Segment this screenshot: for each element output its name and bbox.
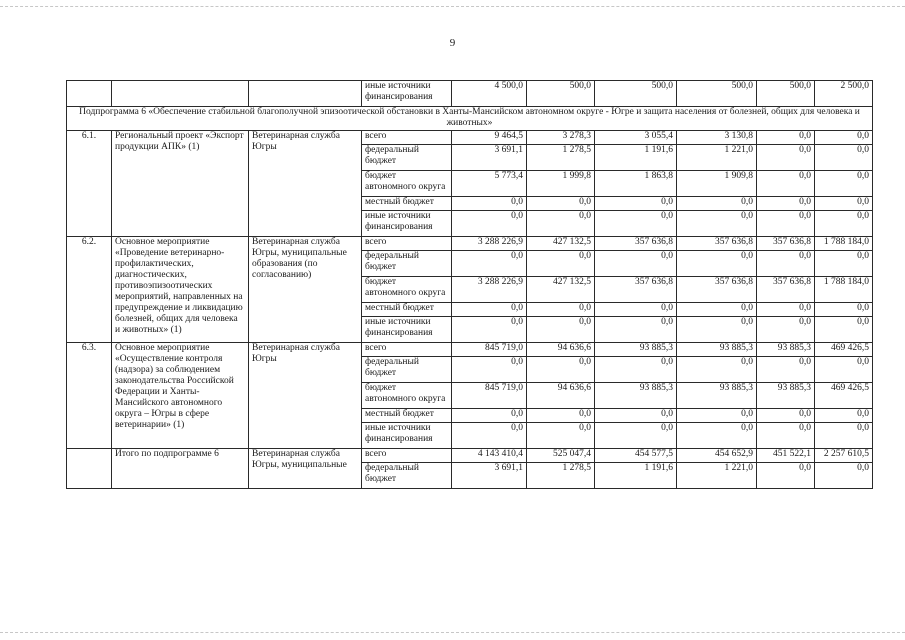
value-cell: 0,0 [757,357,815,383]
item-executor: Ветеринарная служба Югры, муниципальные образования (по согласованию) [249,237,362,343]
value-cell: 0,0 [815,357,873,383]
value-cell: 0,0 [595,409,677,423]
total-executor: Ветеринарная служба Югры, муниципальные [249,449,362,489]
value-cell: 1 863,8 [595,171,677,197]
value-cell: 93 885,3 [757,383,815,409]
value-cell: 0,0 [452,317,527,343]
value-cell: 454 652,9 [677,449,757,463]
value-cell: 0,0 [527,211,595,237]
value-cell: 2 257 610,5 [815,449,873,463]
value-cell: 1 221,0 [677,463,757,489]
value-cell: 427 132,5 [527,277,595,303]
value-cell: 0,0 [677,409,757,423]
source-cell: федеральный бюджет [362,463,452,489]
value-cell: 94 636,6 [527,383,595,409]
value-cell: 469 426,5 [815,383,873,409]
value-cell: 1 999,8 [527,171,595,197]
value-cell: 0,0 [815,145,873,171]
source-cell: иные источники финансирования [362,317,452,343]
value-cell: 0,0 [452,251,527,277]
item-executor: Ветеринарная служба Югры [249,131,362,237]
value-cell: 3 130,8 [677,131,757,145]
value-cell: 500,0 [595,81,677,107]
value-cell: 93 885,3 [757,343,815,357]
value-cell: 0,0 [757,131,815,145]
value-cell: 0,0 [527,409,595,423]
value-cell: 0,0 [757,145,815,171]
value-cell: 0,0 [815,131,873,145]
source-cell: федеральный бюджет [362,251,452,277]
value-cell: 93 885,3 [595,383,677,409]
item-number: 6.3. [67,343,112,449]
source-cell: бюджет автономного округа [362,277,452,303]
value-cell: 9 464,5 [452,131,527,145]
value-cell: 454 577,5 [595,449,677,463]
value-cell: 357 636,8 [595,237,677,251]
value-cell: 0,0 [677,423,757,449]
source-cell: бюджет автономного округа [362,171,452,197]
value-cell: 3 288 226,9 [452,277,527,303]
value-cell: 0,0 [527,317,595,343]
item-name: Основное мероприятие «Проведение ветеринарно-профилактических, диагностических, противоэпизоотических мероприятий, направленных на предупреждение и ликвидацию болезней, общих для человека и животных» (1) [112,237,249,343]
value-cell: 500,0 [527,81,595,107]
source-cell: всего [362,237,452,251]
page-number: 9 [449,37,456,49]
budget-table [66,80,873,489]
value-cell: 0,0 [527,357,595,383]
value-cell: 0,0 [815,171,873,197]
value-cell: 357 636,8 [757,277,815,303]
source-cell: всего [362,449,452,463]
table-row [67,81,873,107]
table-row [67,237,873,251]
value-cell: 3 278,3 [527,131,595,145]
table-row [67,131,873,145]
value-cell: 427 132,5 [527,237,595,251]
value-cell: 0,0 [452,303,527,317]
value-cell: 0,0 [757,317,815,343]
value-cell: 0,0 [815,409,873,423]
table-row [67,343,873,357]
value-cell: 0,0 [452,423,527,449]
value-cell: 0,0 [595,197,677,211]
value-cell: 2 500,0 [815,81,873,107]
value-cell: 1 278,5 [527,145,595,171]
value-cell: 0,0 [757,171,815,197]
value-cell: 0,0 [757,463,815,489]
value-cell: 500,0 [677,81,757,107]
scan-bottom-edge [0,632,905,633]
source-cell: местный бюджет [362,409,452,423]
value-cell: 0,0 [815,197,873,211]
source-cell: всего [362,343,452,357]
item-name: Основное мероприятие «Осуществление контроля (надзора) за соблюдением законодательства Российской Федерации и Ханты-Мансийского автономного округа – Югры в сфере ветеринарии» (1) [112,343,249,449]
value-cell: 0,0 [595,357,677,383]
item-number: 6.1. [67,131,112,237]
value-cell: 845 719,0 [452,343,527,357]
value-cell: 0,0 [452,357,527,383]
value-cell: 0,0 [595,303,677,317]
value-cell: 3 055,4 [595,131,677,145]
value-cell: 0,0 [595,423,677,449]
value-cell: 845 719,0 [452,383,527,409]
value-cell: 0,0 [677,251,757,277]
value-cell: 0,0 [757,409,815,423]
value-cell: 1 221,0 [677,145,757,171]
value-cell: 0,0 [757,251,815,277]
value-cell: 0,0 [677,357,757,383]
value-cell: 0,0 [757,423,815,449]
value-cell: 0,0 [527,197,595,211]
value-cell: 0,0 [757,303,815,317]
value-cell: 0,0 [815,251,873,277]
value-cell: 525 047,4 [527,449,595,463]
number-cell [67,81,112,107]
executor-cell [249,81,362,107]
value-cell: 0,0 [757,211,815,237]
value-cell: 3 288 226,9 [452,237,527,251]
value-cell: 3 691,1 [452,463,527,489]
source-cell: бюджет автономного округа [362,383,452,409]
total-name: Итого по подпрограмме 6 [112,449,249,489]
value-cell: 5 773,4 [452,171,527,197]
value-cell: 0,0 [815,317,873,343]
source-cell: иные источники финансирования [362,423,452,449]
source-cell: федеральный бюджет [362,357,452,383]
value-cell: 93 885,3 [677,383,757,409]
value-cell: 469 426,5 [815,343,873,357]
source-cell: местный бюджет [362,197,452,211]
value-cell: 0,0 [595,251,677,277]
source-cell: иные источники финансирования [362,81,452,107]
value-cell: 0,0 [527,303,595,317]
source-cell: всего [362,131,452,145]
value-cell: 1 909,8 [677,171,757,197]
value-cell: 0,0 [757,197,815,211]
value-cell: 0,0 [452,197,527,211]
subprogram-title-row [67,107,873,131]
item-executor: Ветеринарная служба Югры [249,343,362,449]
value-cell: 0,0 [815,423,873,449]
value-cell: 0,0 [677,197,757,211]
value-cell: 0,0 [595,317,677,343]
name-cell [112,81,249,107]
value-cell: 0,0 [527,251,595,277]
value-cell: 1 278,5 [527,463,595,489]
value-cell: 357 636,8 [677,237,757,251]
value-cell: 0,0 [815,303,873,317]
source-cell: федеральный бюджет [362,145,452,171]
total-number-cell [67,449,112,489]
value-cell: 4 143 410,4 [452,449,527,463]
value-cell: 500,0 [757,81,815,107]
value-cell: 0,0 [595,211,677,237]
value-cell: 0,0 [677,211,757,237]
value-cell: 357 636,8 [595,277,677,303]
value-cell: 93 885,3 [595,343,677,357]
value-cell: 93 885,3 [677,343,757,357]
value-cell: 4 500,0 [452,81,527,107]
value-cell: 1 788 184,0 [815,277,873,303]
value-cell: 0,0 [677,303,757,317]
value-cell: 0,0 [452,211,527,237]
total-row [67,449,873,463]
subprogram-title: Подпрограмма 6 «Обеспечение стабильной благополучной эпизоотической обстановки в Ханты-Мансийском автономном округе - Югре и защита населения от болезней, общих для человека и животных» [67,107,873,131]
source-cell: местный бюджет [362,303,452,317]
value-cell: 1 191,6 [595,463,677,489]
value-cell: 3 691,1 [452,145,527,171]
value-cell: 0,0 [815,463,873,489]
value-cell: 0,0 [815,211,873,237]
value-cell: 1 191,6 [595,145,677,171]
scan-top-edge [0,6,905,7]
value-cell: 0,0 [677,317,757,343]
value-cell: 451 522,1 [757,449,815,463]
value-cell: 94 636,6 [527,343,595,357]
item-name: Региональный проект «Экспорт продукции АПК» (1) [112,131,249,237]
value-cell: 357 636,8 [757,237,815,251]
value-cell: 1 788 184,0 [815,237,873,251]
item-number: 6.2. [67,237,112,343]
value-cell: 357 636,8 [677,277,757,303]
value-cell: 0,0 [527,423,595,449]
value-cell: 0,0 [452,409,527,423]
source-cell: иные источники финансирования [362,211,452,237]
